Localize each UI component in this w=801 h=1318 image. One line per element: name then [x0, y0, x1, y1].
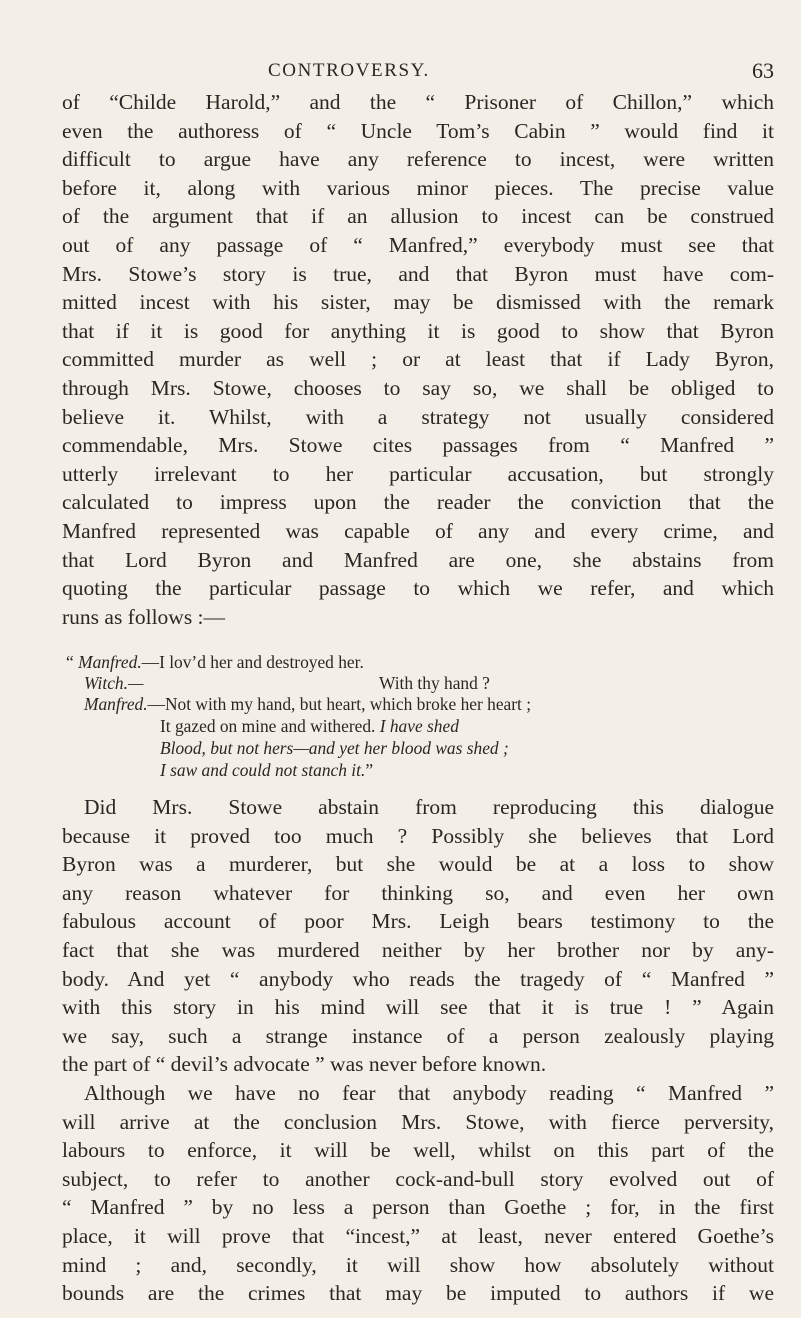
paragraph-2 — [62, 793, 774, 1079]
quotation-line — [84, 693, 531, 715]
speaker-name: Manfred. — [78, 652, 142, 672]
text-line: subject, to refer to another cock-and-bull story evolved out of — [62, 1166, 774, 1191]
paragraph-3 — [62, 1079, 774, 1308]
quotation-text: —I lov’d her and destroyed her. — [141, 652, 364, 672]
page-number: 63 — [752, 58, 774, 83]
open-quote: “ — [66, 652, 79, 672]
text-line: fact that she was murdered neither by her brother nor by any- — [62, 937, 774, 962]
running-head-title: CONTROVERSY. — [268, 60, 430, 81]
quotation-italic-text: I saw and could not stanch it. — [160, 760, 366, 780]
text-line: because it proved too much ? Possibly she believes that Lord — [62, 823, 774, 848]
text-line: calculated to impress upon the reader the conviction that the — [62, 490, 774, 515]
text-line: Manfred represented was capable of any and every crime, and — [62, 518, 774, 543]
text-line: mind ; and, secondly, it will show how absolutely without — [62, 1252, 774, 1277]
text-line: any reason whatever for thinking so, and even her own — [62, 880, 774, 905]
text-line: mitted incest with his sister, may be dismissed with the remark — [62, 290, 774, 315]
text-line: labours to enforce, it will be well, whilst on this part of the — [62, 1138, 774, 1163]
running-head — [62, 56, 774, 86]
text-line: Did Mrs. Stowe abstain from reproducing this dialogue — [84, 795, 774, 819]
text-line: commendable, Mrs. Stowe cites passages from “ Manfred ” — [62, 433, 774, 458]
text-line: runs as follows :— — [62, 604, 226, 629]
text-line: that if it is good for anything it is good to show that Byron — [62, 318, 774, 343]
quotation-italic-text: I have shed — [379, 716, 459, 736]
text-line: Mrs. Stowe’s story is true, and that Byron must have com- — [62, 261, 774, 286]
text-line: the part of “ devil’s advocate ” was never before known. — [62, 1052, 547, 1077]
text-line: “ Manfred ” by no less a person than Goethe ; for, in the first — [62, 1195, 774, 1220]
text-line: fabulous account of poor Mrs. Leigh bears testimony to the — [62, 909, 774, 934]
paragraph-1 — [62, 88, 774, 631]
text-line: body. And yet “ anybody who reads the tragedy of “ Manfred ” — [62, 966, 774, 991]
text-line: through Mrs. Stowe, chooses to say so, we shall be obliged to — [62, 375, 774, 400]
text-line: bounds are the crimes that may be imputed to authors if we — [62, 1281, 774, 1306]
text-line: we say, such a strange instance of a person zealously playing — [62, 1023, 774, 1048]
quotation-text: —Not with my hand, but heart, which broke her heart ; — [147, 694, 532, 714]
book-page — [62, 0, 774, 1318]
quotation-line — [66, 651, 364, 673]
text-line: of “Childe Harold,” and the “ Prisoner of Chillon,” which — [62, 90, 774, 114]
close-quote: ” — [365, 760, 374, 780]
text-line: will arrive at the conclusion Mrs. Stowe, with fierce perversity, — [62, 1109, 774, 1134]
quotation-line — [160, 715, 459, 737]
text-line: place, it will prove that “incest,” at least, never entered Goethe’s — [62, 1223, 774, 1248]
quotation-text: It gazed on mine and withered. — [160, 716, 380, 736]
text-line: of the argument that if an allusion to incest can be construed — [62, 204, 774, 229]
quotation-line — [160, 737, 509, 759]
speaker-name: Witch.— — [84, 673, 144, 693]
text-line: before it, along with various minor pieces. The precise value — [62, 175, 774, 200]
text-line: Byron was a murderer, but she would be at a loss to show — [62, 852, 774, 877]
quotation-text: With thy hand ? — [379, 673, 490, 693]
text-line: believe it. Whilst, with a strategy not usually considered — [62, 404, 774, 429]
text-line: Although we have no fear that anybody reading “ Manfred ” — [84, 1081, 774, 1105]
quotation-line — [160, 759, 373, 781]
text-line: that Lord Byron and Manfred are one, she abstains from — [62, 547, 774, 572]
text-line: quoting the particular passage to which we refer, and which — [62, 576, 774, 601]
quotation-italic-text: Blood, but not hers—and yet her blood was shed ; — [160, 738, 509, 758]
speaker-name: Manfred. — [84, 694, 148, 714]
text-line: with this story in his mind will see that it is true ! ” Again — [62, 995, 774, 1020]
text-line: utterly irrelevant to her particular accusation, but strongly — [62, 461, 774, 486]
text-line: committed murder as well ; or at least that if Lady Byron, — [62, 347, 774, 372]
text-line: even the authoress of “ Uncle Tom’s Cabin ” would find it — [62, 118, 774, 143]
text-line: out of any passage of “ Manfred,” everybody must see that — [62, 232, 774, 257]
text-line: difficult to argue have any reference to incest, were written — [62, 147, 774, 172]
quotation-line — [84, 672, 704, 694]
